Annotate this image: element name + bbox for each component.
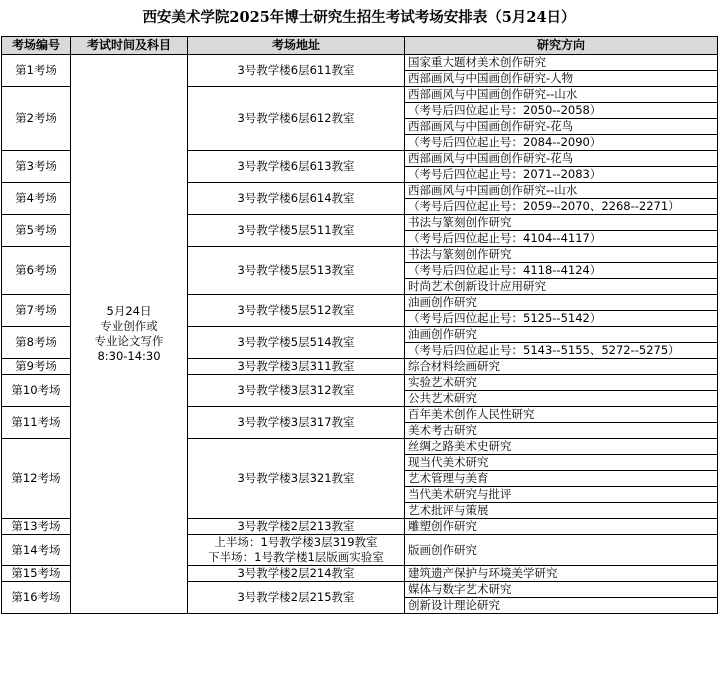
research-direction: 艺术管理与美育	[405, 471, 718, 487]
address-line: 3号教学楼3层312教室	[237, 383, 355, 397]
research-direction: 百年美术创作人民性研究	[405, 407, 718, 423]
research-direction: （考号后四位起止号：2050--2058）	[405, 103, 718, 119]
research-direction: 油画创作研究	[405, 295, 718, 311]
address-line: 3号教学楼6层612教室	[237, 111, 355, 125]
research-direction: 现当代美术研究	[405, 455, 718, 471]
room-number: 第3考场	[2, 151, 71, 183]
research-direction: （考号后四位起止号：4118--4124）	[405, 263, 718, 279]
room-number: 第14考场	[2, 535, 71, 566]
address-line: 3号教学楼2层215教室	[237, 590, 355, 604]
address-line: 3号教学楼3层321教室	[237, 471, 355, 485]
room-address	[188, 375, 405, 407]
research-direction: 艺术批评与策展	[405, 503, 718, 519]
research-direction: 建筑遗产保护与环境美学研究	[405, 566, 718, 582]
address-line: 3号教学楼5层513教室	[237, 263, 355, 277]
exam-subject-line2: 专业论文写作	[94, 334, 164, 348]
exam-time-subject	[71, 55, 188, 614]
room-number: 第10考场	[2, 375, 71, 407]
address-line: 3号教学楼2层214教室	[237, 566, 355, 580]
research-direction: 媒体与数字艺术研究	[405, 582, 718, 598]
exam-schedule-table	[1, 36, 718, 614]
research-direction: （考号后四位起止号：2059--2070、2268--2271）	[405, 199, 718, 215]
exam-time: 8:30-14:30	[97, 349, 161, 363]
research-direction: 丝绸之路美术史研究	[405, 439, 718, 455]
room-address	[188, 183, 405, 215]
research-direction: （考号后四位起止号：4104--4117）	[405, 231, 718, 247]
research-direction: （考号后四位起止号：5143--5155、5272--5275）	[405, 343, 718, 359]
research-direction: 创新设计理论研究	[405, 598, 718, 614]
room-number: 第7考场	[2, 295, 71, 327]
address-line: 3号教学楼6层611教室	[237, 63, 355, 77]
address-line: 3号教学楼5层511教室	[237, 223, 355, 237]
room-address	[188, 87, 405, 151]
header-exam: 考试时间及科目	[71, 37, 188, 55]
room-number: 第8考场	[2, 327, 71, 359]
address-line: 3号教学楼2层213教室	[237, 519, 355, 533]
room-number: 第12考场	[2, 439, 71, 519]
research-direction: 美术考古研究	[405, 423, 718, 439]
room-address	[188, 582, 405, 614]
address-line: 3号教学楼5层512教室	[237, 303, 355, 317]
research-direction: （考号后四位起止号：2071--2083）	[405, 167, 718, 183]
research-direction: 西部画风与中国画创作研究-花鸟	[405, 119, 718, 135]
room-number: 第13考场	[2, 519, 71, 535]
room-number: 第2考场	[2, 87, 71, 151]
room-address	[188, 407, 405, 439]
research-direction: （考号后四位起止号：5125--5142）	[405, 311, 718, 327]
header-address: 考场地址	[188, 37, 405, 55]
research-direction: 书法与篆刻创作研究	[405, 215, 718, 231]
room-address	[188, 55, 405, 87]
research-direction: 国家重大题材美术创作研究	[405, 55, 718, 71]
research-direction: 雕塑创作研究	[405, 519, 718, 535]
address-line: 3号教学楼6层613教室	[237, 159, 355, 173]
address-line: 3号教学楼5层514教室	[237, 335, 355, 349]
room-number: 第6考场	[2, 247, 71, 295]
research-direction: 书法与篆刻创作研究	[405, 247, 718, 263]
research-direction: 时尚艺术创新设计应用研究	[405, 279, 718, 295]
room-address	[188, 215, 405, 247]
address-line: 3号教学楼6层614教室	[237, 191, 355, 205]
research-direction: 实验艺术研究	[405, 375, 718, 391]
exam-date: 5月24日	[106, 304, 152, 318]
research-direction: 西部画风与中国画创作研究--山水	[405, 183, 718, 199]
room-address	[188, 247, 405, 295]
document-title: 西安美术学院2025年博士研究生招生考试考场安排表（5月24日）	[142, 9, 576, 26]
research-direction: （考号后四位起止号：2084--2090）	[405, 135, 718, 151]
room-address	[188, 566, 405, 582]
research-direction: 版画创作研究	[405, 535, 718, 566]
room-address	[188, 535, 405, 566]
exam-subject-line1: 专业创作或	[100, 319, 158, 333]
research-direction: 公共艺术研究	[405, 391, 718, 407]
room-address	[188, 519, 405, 535]
room-address	[188, 359, 405, 375]
room-number: 第15考场	[2, 566, 71, 582]
room-number: 第11考场	[2, 407, 71, 439]
address-line: 3号教学楼3层317教室	[237, 415, 355, 429]
room-address	[188, 327, 405, 359]
room-number: 第16考场	[2, 582, 71, 614]
header-direction: 研究方向	[405, 37, 718, 55]
research-direction: 综合材料绘画研究	[405, 359, 718, 375]
research-direction: 西部画风与中国画创作研究-花鸟	[405, 151, 718, 167]
header-row	[2, 37, 718, 55]
research-direction: 西部画风与中国画创作研究--山水	[405, 87, 718, 103]
header-room: 考场编号	[2, 37, 71, 55]
research-direction: 西部画风与中国画创作研究-人物	[405, 71, 718, 87]
table-row	[2, 55, 718, 71]
room-number: 第1考场	[2, 55, 71, 87]
research-direction: 油画创作研究	[405, 327, 718, 343]
research-direction: 当代美术研究与批评	[405, 487, 718, 503]
room-number: 第9考场	[2, 359, 71, 375]
room-number: 第5考场	[2, 215, 71, 247]
table-body	[2, 55, 718, 614]
address-line: 上半场：1号教学楼3层319教室	[214, 535, 378, 549]
room-number: 第4考场	[2, 183, 71, 215]
room-address	[188, 295, 405, 327]
room-address	[188, 439, 405, 519]
address-line: 3号教学楼3层311教室	[237, 359, 355, 373]
address-line: 下半场：1号教学楼1层版画实验室	[208, 550, 384, 564]
room-address	[188, 151, 405, 183]
